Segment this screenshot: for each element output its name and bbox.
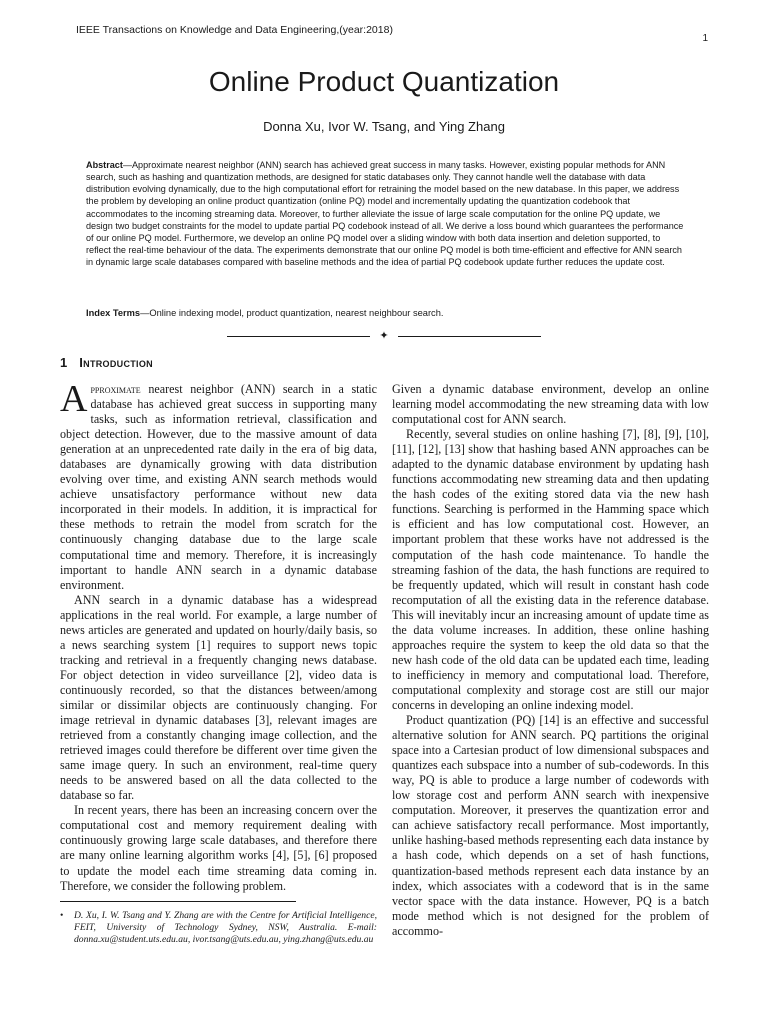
section-heading — [60, 355, 153, 370]
abstract-label: Abstract — [86, 160, 123, 170]
separator-diamond-icon: ✦ — [379, 330, 389, 342]
footnote-text: D. Xu, I. W. Tsang and Y. Zhang are with the Centre for Artificial Intelligence, FEIT, University of Technology Sydney, NSW, Australia. E-mail: donna.xu@student.uts.edu.au, ivor.tsang@uts.edu.au, ying.zhang@uts.edu.au — [74, 910, 377, 945]
first-word-smallcaps: pproximate — [90, 382, 141, 396]
section-separator — [227, 330, 541, 342]
intro-paragraph-5: Product quantization (PQ) [14] is an effective and successful alternative solution for ANN search. PQ partitions the original space into a Cartesian product of low dimensional subspaces and quantizes each subspace into a number of sub-codewords. In this way, PQ is able to produce a large number of codewords with low storage cost and perform ANN search with inexpensive computation. Moreover, it preserves the quantization error and can achieve satisfactory recall performance. Most importantly, unlike hashing-based methods representing each data instance by a hash code, which depends on a set of hash functions, quantization-based methods represent each data instance by an index, which associates with a codeword that is in the same vector space with the data instance. However, PQ is a batch mode method which is not designed for the problem of accommo- — [392, 713, 709, 938]
running-header: IEEE Transactions on Knowledge and Data Engineering,(year:2018) — [76, 24, 393, 36]
page-number: 1 — [702, 33, 708, 44]
separator-line-right — [398, 336, 541, 337]
abstract — [86, 159, 686, 268]
paper-title: Online Product Quantization — [208, 66, 560, 97]
left-column — [60, 378, 377, 894]
author-list: Donna Xu, Ivor W. Tsang, and Ying Zhang — [263, 119, 505, 134]
drop-cap: A — [60, 378, 88, 420]
section-number: 1 — [60, 355, 68, 370]
separator-line-left — [227, 336, 370, 337]
intro-paragraph-2: ANN search in a dynamic database has a widespread applications in the real world. For example, a large number of news articles are generated and updated on hourly/daily basis, so a news searching system [1] requires to support news topic tracking and retrieval in a frequently changing news database. For object detection in video surveillance [2], video data is continuously recorded, so that the distances between/among similar or dissimilar objects are continuously changing. For image retrieval in dynamic databases [3], relevant images are retrieved from a constantly changing image collection, and the retrieved images could therefore be different over time given the same image query. In such an environment, real-time query needs to be answered based on all the data collected to the database so far. — [60, 592, 377, 803]
intro-paragraph-3: In recent years, there has been an increasing concern over the computational cost and memory requirement dealing with continuously growing large scale databases, and therefore there are many online learning algorithm works [4], [5], [6] proposed to update the model each time streaming data coming in. Therefore, we consider the following problem. — [60, 803, 377, 893]
problem-statement: Given a dynamic database environment, develop an online learning model accommodating the new streaming data with low computational cost for ANN search. — [392, 382, 709, 427]
right-column — [392, 382, 709, 939]
section-name: Introduction — [79, 355, 153, 370]
intro-paragraph-1 — [60, 378, 377, 593]
abstract-text: —Approximate nearest neighbor (ANN) search has achieved great success in many tasks. However, existing popular methods for ANN search, such as hashing and quantization methods, are designed for static databases only. They cannot handle well the database with data distribution evolving dynamically, due to the high computational effort for retraining the model based on the new database. In this paper, we address the problem by developing an online product quantization (online PQ) model and incrementally updating the quantization codebook that accommodates to the incoming streaming data. Moreover, to further alleviate the issue of large scale computation for the online PQ update, we design two budget constraints for the model to update partial PQ codebook instead of all. We derive a loss bound which guarantees the performance of our online PQ model. Furthermore, we develop an online PQ model over a sliding window with both data insertion and deletion supported, to reflect the real-time behaviour of the data. The experiments demonstrate that our online PQ model is both time-efficient and effective for ANN search in dynamic large scale databases compared with baseline methods and the idea of partial PQ codebook update further reduces the update cost. — [86, 160, 684, 268]
intro-paragraph-4: Recently, several studies on online hashing [7], [8], [9], [10], [11], [12], [13] show that hashing based ANN approaches can be adapted to the dynamic database environment by updating hash functions accommodating new streaming data and then updating the hash codes of the exiting stored data via the new hash functions. Searching is performed in the Hamming space which is efficient and has low computational cost. However, an important problem that these works have not addressed is the computation of the hash code maintenance. To handle the streaming fashion of the data, the hash functions are required to be frequently updated, which will result in constant hash code recomputation of all the existing data in the reference database. This will inevitably incur an increasing amount of update time as the data volume increases. In addition, these online hashing approaches require the system to keep the old data so that the new hash code of the old data can be updated each time, leading to inefficiency in memory and computational load. Therefore, computational complexity and storage cost are still our major concerns in developing an online indexing model. — [392, 427, 709, 712]
footnote-rule — [60, 901, 296, 902]
intro-paragraph-1-text: nearest neighbor (ANN) search in a static database has achieved great success in supporting many tasks, such as information retrieval, classification and object detection. However, due to the massive amount of data generation at an unprecedented rate daily in the era of big data, databases are dynamically growing with data distribution evolving over time, and existing ANN search methods would achieve unsatisfactory performance without new data incorporated in their models. In addition, it is impractical for these methods to retrain the model from scratch for the continuously changing database due to the large scale computational time and memory. Therefore, it is increasingly important to handle ANN search in a dynamic database environment. — [60, 382, 377, 592]
index-terms-text: —Online indexing model, product quantization, nearest neighbour search. — [140, 308, 444, 318]
index-terms — [86, 308, 686, 318]
index-terms-label: Index Terms — [86, 308, 141, 318]
author-footnote — [60, 910, 377, 946]
footnote-bullet: • — [60, 910, 64, 921]
